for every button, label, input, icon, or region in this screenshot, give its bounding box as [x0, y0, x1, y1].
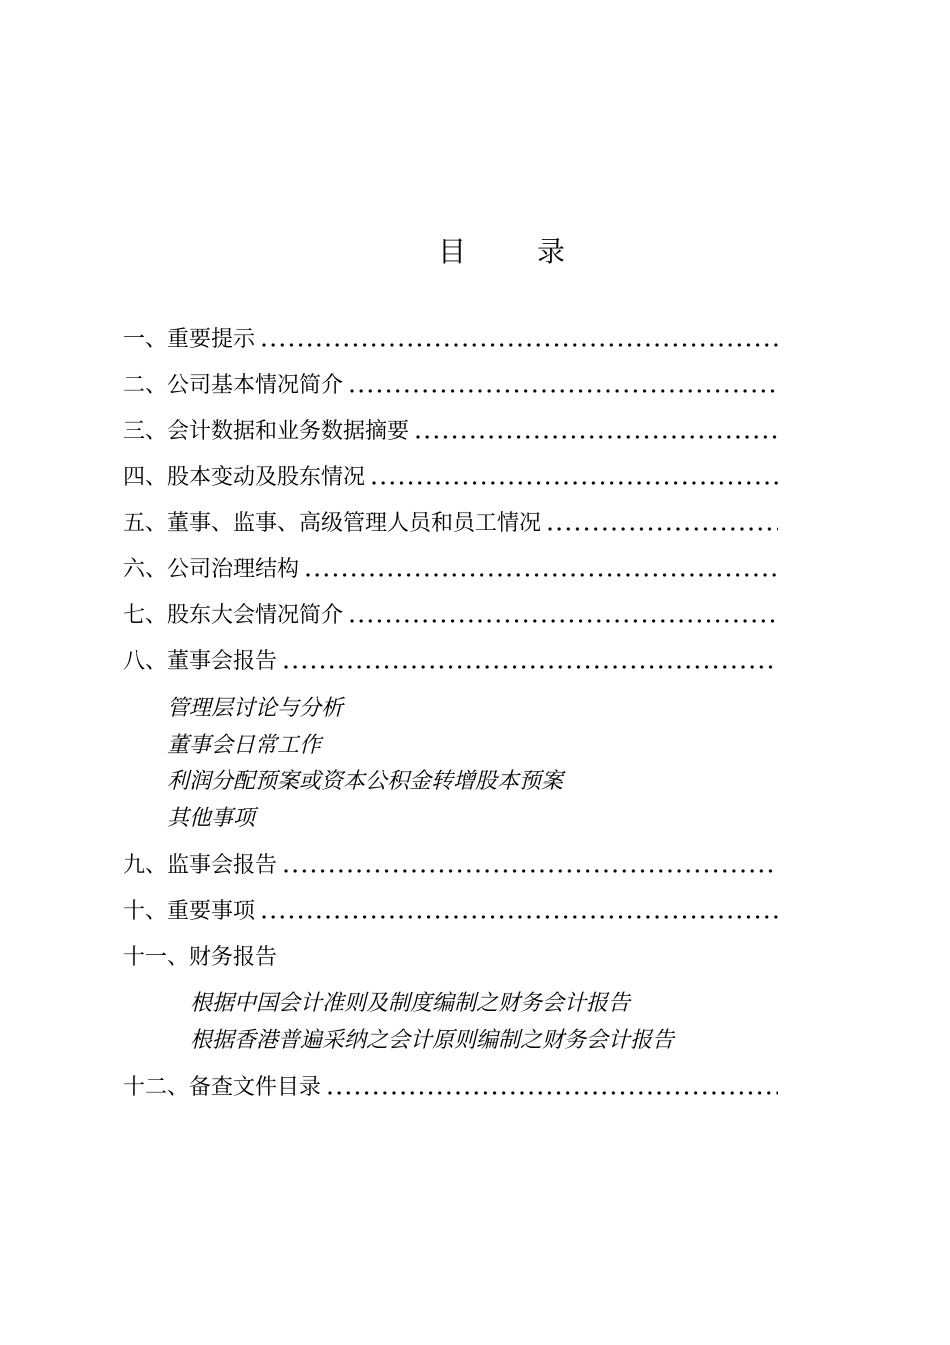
- table-of-contents: [123, 317, 778, 1111]
- dot-leader: [262, 889, 778, 935]
- toc-entry-label: 十二、备查文件目录: [123, 1075, 322, 1100]
- dot-leader: [328, 1065, 778, 1111]
- toc-subentries-financial-report: [123, 981, 778, 1065]
- dot-leader: [262, 317, 778, 363]
- toc-entry-7: [123, 593, 778, 639]
- toc-entry-11: [123, 935, 778, 981]
- toc-entry-label: 十、重要事项: [123, 899, 256, 924]
- dot-leader: [284, 843, 778, 889]
- toc-entry-label: 七、股东大会情况简介: [123, 603, 344, 628]
- toc-entry-label: 二、公司基本情况简介: [123, 373, 344, 398]
- dot-leader: [306, 547, 778, 593]
- toc-subentry: 利润分配预案或资本公积金转增股本预案: [167, 769, 564, 794]
- toc-entry-label: 八、董事会报告: [123, 649, 278, 674]
- toc-subentry: 管理层讨论与分析: [167, 696, 344, 721]
- toc-subentry: 根据香港普遍采纳之会计原则编制之财务会计报告: [190, 1027, 675, 1053]
- toc-entry-9: [123, 843, 778, 889]
- toc-entry-label: 九、监事会报告: [123, 853, 278, 878]
- page-title: 目 录: [438, 235, 571, 268]
- toc-subentries-board-report: [123, 685, 778, 843]
- dot-leader: [416, 409, 778, 455]
- dot-leader: [548, 501, 778, 547]
- toc-entry-label: 十一、财务报告: [123, 945, 278, 970]
- toc-subentry: 其他事项: [167, 805, 256, 831]
- toc-subentry: 根据中国会计准则及制度编制之财务会计报告: [190, 991, 631, 1016]
- toc-entry-3: [123, 409, 778, 455]
- toc-entry-10: [123, 889, 778, 935]
- toc-entry-1: [123, 317, 778, 363]
- toc-entry-4: [123, 455, 778, 501]
- toc-entry-label: 四、股本变动及股东情况: [123, 465, 366, 490]
- toc-entry-label: 五、董事、监事、高级管理人员和员工情况: [123, 511, 542, 536]
- toc-subentry: 董事会日常工作: [167, 732, 322, 758]
- dot-leader: [372, 455, 778, 501]
- toc-entry-12: [123, 1065, 778, 1111]
- toc-entry-label: 六、公司治理结构: [123, 557, 300, 582]
- dot-leader: [350, 363, 778, 409]
- dot-leader: [350, 593, 778, 639]
- toc-entry-2: [123, 363, 778, 409]
- dot-leader: [284, 639, 778, 685]
- toc-entry-6: [123, 547, 778, 593]
- toc-entry-8: [123, 639, 778, 685]
- toc-entry-label: 一、重要提示: [123, 327, 256, 352]
- toc-entry-5: [123, 501, 778, 547]
- toc-entry-label: 三、会计数据和业务数据摘要: [123, 419, 410, 444]
